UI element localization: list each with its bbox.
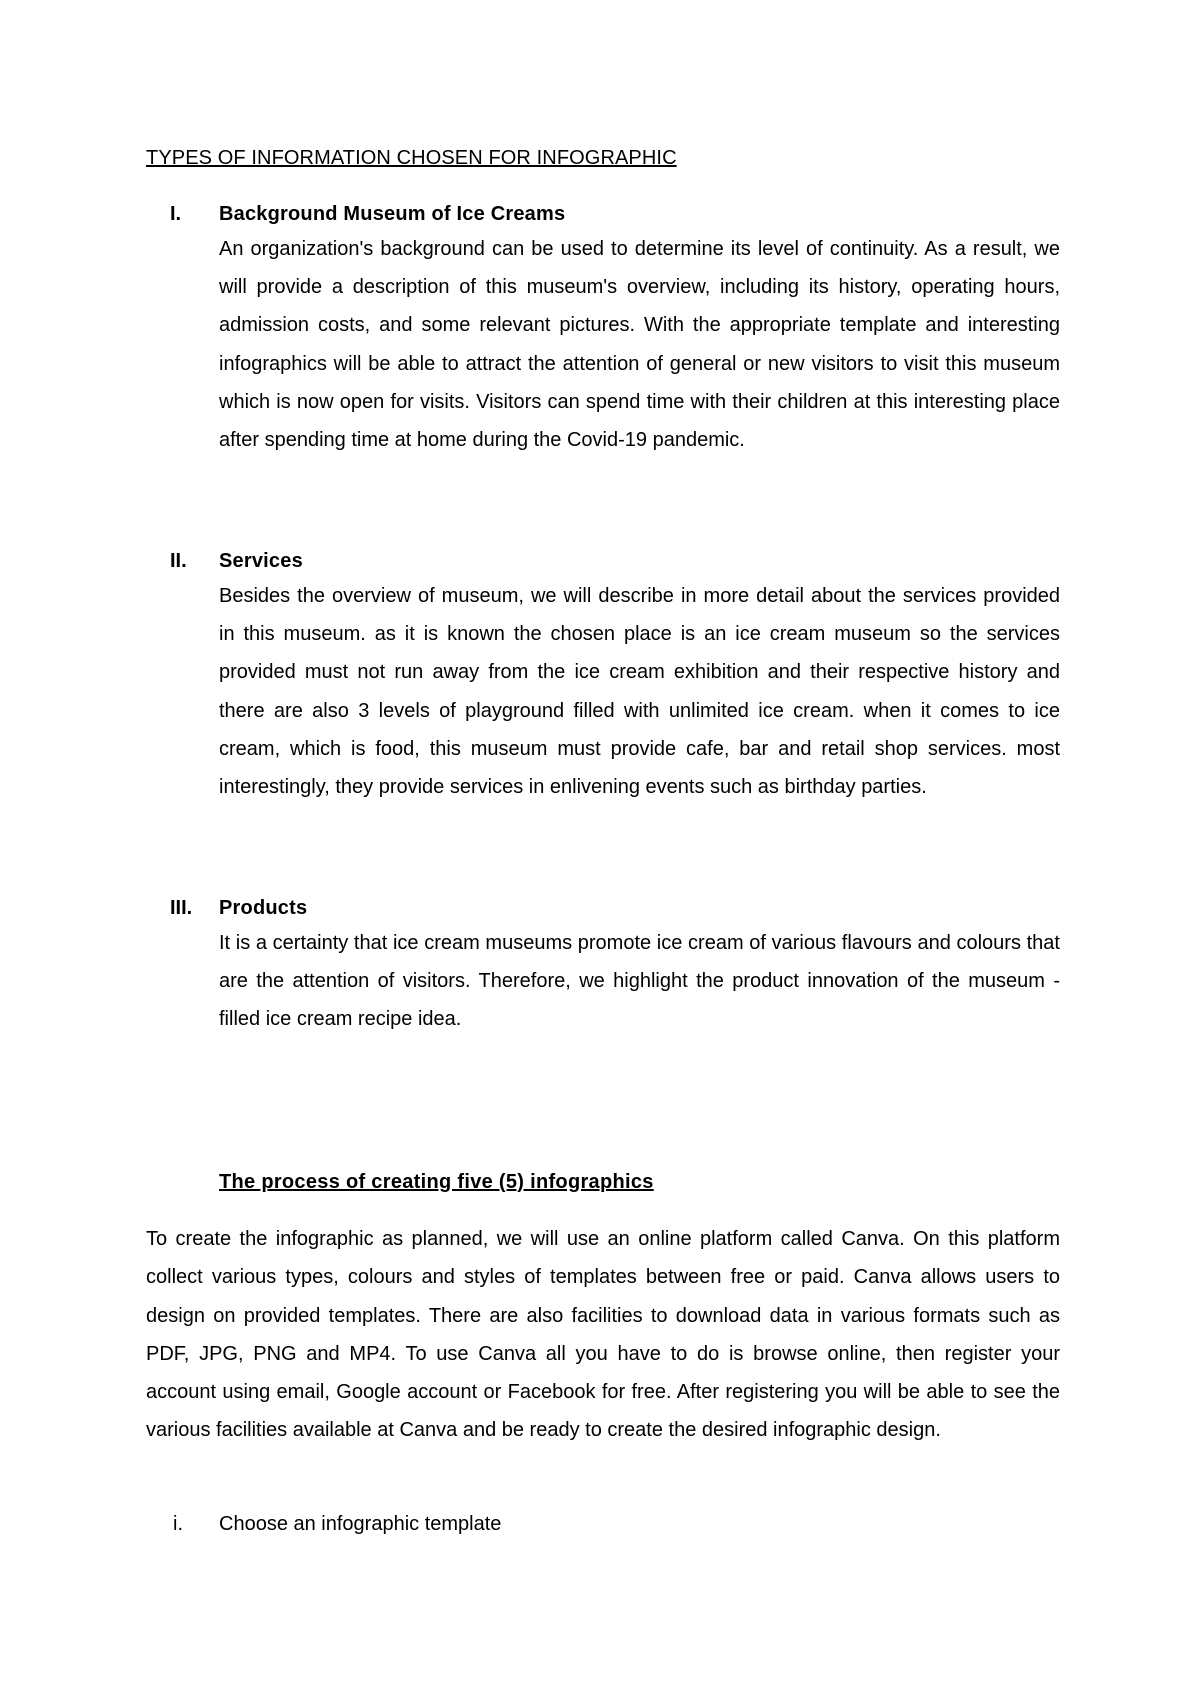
section-number: II. <box>170 550 187 572</box>
section-products <box>146 892 1060 1039</box>
section-heading: Services <box>219 550 303 572</box>
section-number: I. <box>170 203 182 225</box>
section-header <box>146 545 1060 577</box>
section-heading: Background Museum of Ice Creams <box>219 203 566 225</box>
section-header <box>146 892 1060 924</box>
section-heading: Products <box>219 897 308 919</box>
section-body: It is a certainty that ice cream museums promote ice cream of various flavours and colours that are the attention of visitors. Therefore, we highlight the product innovation of the museum -filled ice cream recipe idea. <box>219 932 1060 1031</box>
document-title: TYPES OF INFORMATION CHOSEN FOR INFOGRAPHIC <box>146 147 677 169</box>
section-services <box>146 545 1060 806</box>
section-number: III. <box>170 897 193 919</box>
section-header <box>146 198 1060 230</box>
process-body: To create the infographic as planned, we will use an online platform called Canva. On this platform collect various types, colours and styles of templates between free or paid. Canva allows users to design on provided templates. There are also facilities to download data in various formats such as PDF, JPG, PNG and MP4. To use Canva all you have to do is browse online, then register your account using email, Google account or Facebook for free. After registering you will be able to see the various facilities available at Canva and be ready to create the desired infographic design. <box>146 1228 1060 1442</box>
section-body: Besides the overview of museum, we will describe in more detail about the services provided in this museum. as it is known the chosen place is an ice cream museum so the services provided must not run away from the ice cream exhibition and their respective history and there are also 3 levels of playground filled with unlimited ice cream. when it comes to ice cream, which is food, this museum must provide cafe, bar and retail shop services. most interestingly, they provide services in enlivening events such as birthday parties. <box>219 585 1060 799</box>
section-background <box>146 198 1060 459</box>
step-label: Choose an infographic template <box>219 1513 502 1535</box>
process-title: The process of creating five (5) infographics <box>219 1171 654 1193</box>
step-number: i. <box>173 1513 183 1535</box>
section-body: An organization's background can be used to determine its level of continuity. As a result, we will provide a description of this museum's overview, including its history, operating hours, admission costs, and some relevant pictures. With the appropriate template and interesting infographics will be able to attract the attention of general or new visitors to visit this museum which is now open for visits. Visitors can spend time with their children at this interesting place after spending time at home during the Covid-19 pandemic. <box>219 238 1060 452</box>
